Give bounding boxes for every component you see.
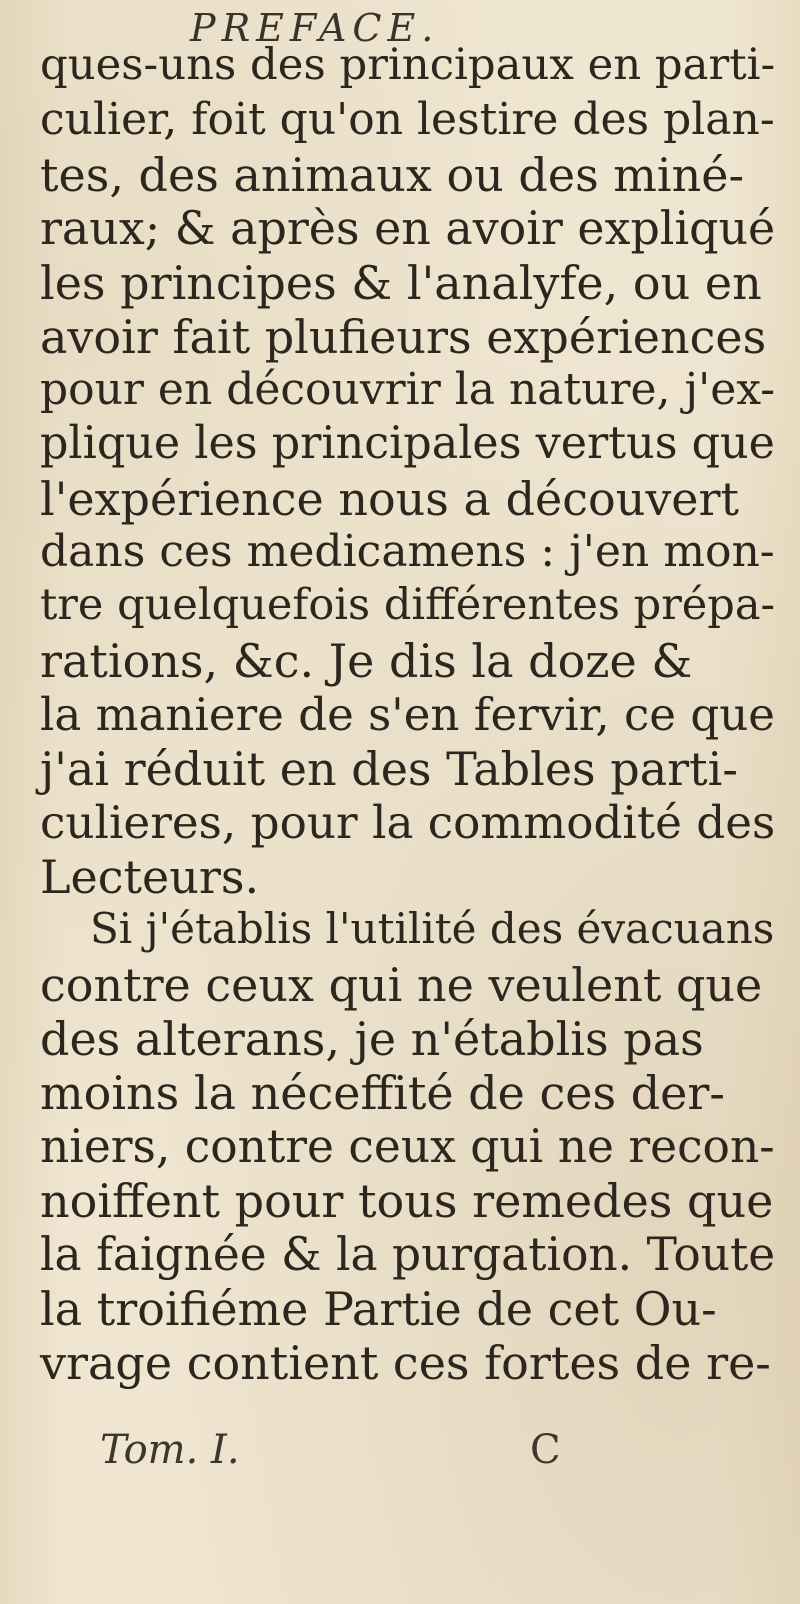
text-line: la troifiéme Partie de cet Ou-: [40, 1282, 717, 1336]
text-line: noiffent pour tous remedes que: [40, 1174, 774, 1228]
text-line: niers, contre ceux qui ne recon-: [40, 1120, 775, 1173]
text-line: pour en découvrir la nature, j'ex-: [40, 364, 776, 415]
text-line: avoir fait plufieurs expériences: [40, 310, 767, 364]
text-line: tes, des animaux ou des miné-: [40, 148, 745, 202]
text-line: rations, &c. Je dis la doze &: [40, 634, 693, 688]
volume-label: Tom. I.: [100, 1427, 240, 1473]
page-footer: [100, 1427, 680, 1473]
text-line: la faignée & la purgation. Toute: [40, 1228, 776, 1281]
text-line: contre ceux qui ne veulent que: [40, 958, 763, 1012]
running-header: PREFACE.: [190, 6, 440, 50]
text-line: vrage contient ces fortes de re-: [40, 1336, 771, 1390]
text-line: Lecteurs.: [40, 850, 260, 904]
text-line: la maniere de s'en fervir, ce que: [40, 688, 775, 741]
text-line: des alterans, je n'établis pas: [40, 1012, 704, 1066]
signature-mark: C: [530, 1427, 561, 1473]
text-line: Si j'établis l'utilité des évacuans: [90, 904, 775, 953]
text-line: moins la néceffité de ces der-: [40, 1066, 725, 1120]
text-line: culier, foit qu'on lestire des plan-: [40, 94, 775, 145]
text-line: l'expérience nous a découvert: [40, 472, 740, 526]
text-line: les principes & l'analyfe, ou en: [40, 256, 762, 310]
text-line: ques-uns des principaux en parti-: [40, 40, 776, 90]
text-line: j'ai réduit en des Tables parti-: [40, 742, 738, 796]
text-line: dans ces medicamens : j'en mon-: [40, 526, 775, 577]
text-line: culieres, pour la commodité des: [40, 796, 776, 849]
text-line: tre quelquefois différentes prépa-: [40, 580, 776, 630]
text-line: raux; & après en avoir expliqué: [40, 201, 776, 255]
text-line: plique les principales vertus que: [40, 418, 775, 469]
